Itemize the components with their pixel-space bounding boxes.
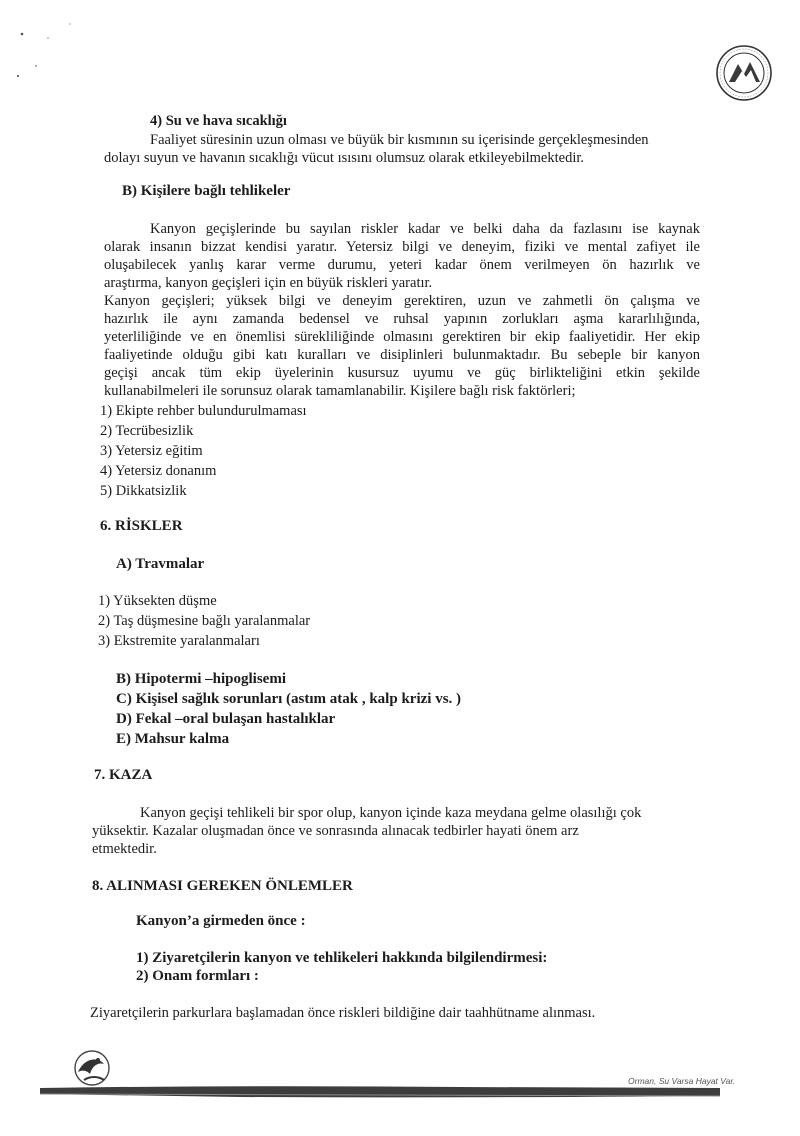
list-item: 1) Ekipte rehber bulundurulmaması [100,403,307,419]
paragraph-line: hazırlık ile aynı zamanda bedensel ve ruhsal yapının zorlukları aşma kararlılığında, [104,311,700,327]
list-item: 2) Taş düşmesine bağlı yaralanmalar [98,613,311,629]
list-item: 5) Dikkatsizlik [100,483,187,499]
paragraph-line: Kanyon geçişlerinde bu sayılan riskler kadar ve belki daha da fazlasını ise kaynak [150,221,700,237]
paragraph-line: araştırma, kanyon geçişleri için en büyük riskleri yaratır. [104,275,433,291]
paragraph-line: kullanabilmeleri ile sorunsuz olarak tamamlanabilir. Kişilere bağlı risk faktörleri; [104,383,576,399]
risk-item: C) Kişisel sağlık sorunları (astım atak , kalp krizi vs. ) [116,691,462,707]
section-b-heading: B) Kişilere bağlı tehlikeler [122,183,291,199]
list-item: 3) Ekstremite yaralanmaları [98,633,260,649]
section-8-heading: 8. ALINMASI GEREKEN ÖNLEMLER [92,878,353,894]
section-a-heading: A) Travmalar [116,556,205,572]
scan-specks [0,0,90,100]
risk-item: B) Hipotermi –hipoglisemi [116,671,286,687]
section-4-heading: 4) Su ve hava sıcaklığı [150,113,287,129]
section-7-heading: 7. KAZA [94,767,153,783]
list-item: 1) Yüksekten düşme [98,593,217,609]
paragraph-line: dolayı suyun ve havanın sıcaklığı vücut ısısını olumsuz olarak etkileyebilmektedir. [104,150,585,166]
paragraph-line: oluşabilecek yanlış karar verme durumu, yeteri kadar önem verilmeyen ön hazırlık ve [104,257,700,273]
risk-item: E) Mahsur kalma [116,731,230,747]
paragraph-line: Faaliyet süresinin uzun olması ve büyük bir kısmının su içerisinde gerçekleşmesinden [150,132,649,148]
paragraph-line: Kanyon geçişleri; yüksek bilgi ve deneyim gerektiren, uzun ve zahmetli ön çalışma ve [104,293,700,309]
section-6-heading: 6. RİSKLER [100,518,183,534]
footer-divider [40,1082,720,1102]
footer-slogan: Orman, Su Varsa Hayat Var. [628,1076,736,1086]
list-item: 2) Tecrübesizlik [100,423,194,439]
list-item: 2) Onam formları : [136,968,259,984]
list-item: 1) Ziyaretçilerin kanyon ve tehlikeleri hakkında bilgilendirmesi: [136,950,548,966]
list-item: 3) Yetersiz eğitim [100,443,203,459]
paragraph-line: faaliyetinde olduğu gibi katı kuralları ve disiplinleri bulunmaktadır. Bu sebeple bir kanyon [104,347,700,363]
paragraph-line: olarak insanın bizzat kendisi yaratır. Yetersiz bilgi ve deneyim, fiziki ve mental zafiyet ile [104,239,700,255]
section-8-subheading: Kanyon’a girmeden önce : [136,913,306,929]
paragraph-line: geçişi ancak tüm ekip üyelerinin kusursuz uyumu ve güç birlikteliğini etkin şekilde [104,365,700,381]
list-item: 4) Yetersiz donanım [100,463,217,479]
paragraph-line: Kanyon geçişi tehlikeli bir spor olup, kanyon içinde kaza meydana gelme olasılığı çok [140,805,642,821]
paragraph-line: yeterliliğinde ve en önemlisi sürekliliğinde olmasını gerektiren bir ekip faaliyetidir. Her ekip [104,329,700,345]
paragraph-line: Ziyaretçilerin parkurlara başlamadan önce riskleri bildiğine dair taahhütname alınması. [90,1005,596,1021]
paragraph-line: yüksektir. Kazalar oluşmadan önce ve sonrasında alınacak tedbirler hayati önem arz [92,823,579,839]
paragraph-line: etmektedir. [92,841,157,857]
risk-item: D) Fekal –oral bulaşan hastalıklar [116,711,336,727]
national-parks-seal-icon [715,44,773,102]
